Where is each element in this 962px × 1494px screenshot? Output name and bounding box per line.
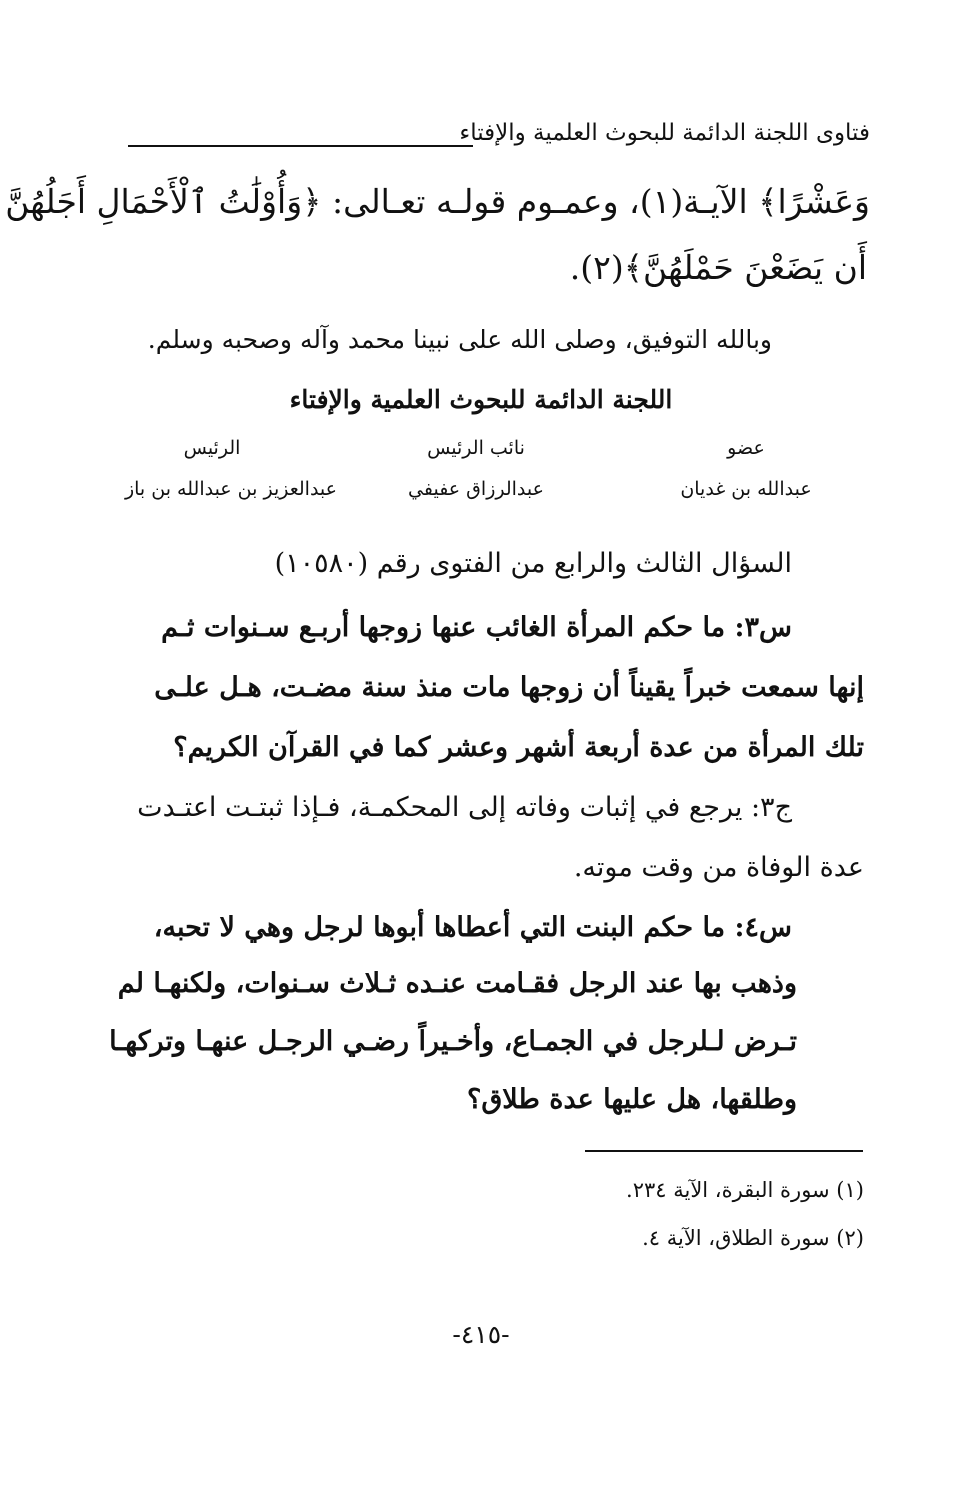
member-name-3: عبدالعزيز بن عبدالله بن باز (124, 478, 338, 500)
member-role-3: الرئيس (183, 437, 241, 459)
running-header-title: فتاوى اللجنة الدائمة للبحوث العلمية والإفتاء (459, 120, 870, 146)
page-number: -٤١٥- (452, 1320, 510, 1349)
fatwa-heading: السؤال الثالث والرابع من الفتوى رقم (١٠٥٨٠) (274, 548, 792, 579)
question-3-line-3: تلك المرأة من عدة أربعة أشهر وعشر كما في القرآن الكريم؟ (173, 732, 864, 763)
member-role-2: نائب الرئيس (427, 437, 525, 459)
header-rule (128, 145, 473, 147)
answer-3-line-2: عدة الوفاة من وقت موته. (573, 852, 864, 883)
footnote-2: (٢) سورة الطلاق، الآية ٤. (642, 1226, 864, 1250)
member-name-2: عبدالرزاق عفيفي (408, 478, 544, 500)
question-4-line-4: وطلقها، هل عليها عدة طلاق؟ (467, 1084, 797, 1115)
quran-passage-line-1: وَعَشْرًا﴾ الآيـة(١)، وعمـوم قولـه تعـالى: ﴿وَأُوْلَٰتُ ٱلْأَحْمَالِ أَجَلُهُنَّ (5, 182, 870, 221)
footnote-1: (١) سورة البقرة، الآية ٢٣٤. (626, 1178, 864, 1202)
member-role-1: عضو (727, 437, 765, 459)
question-3-line-2: إنها سمعت خبراً يقيناً أن زوجها مات منذ سنة مضـت، هـل علـى (154, 672, 864, 703)
quran-passage-line-2: أَن يَضَعْنَ حَمْلَهُنَّ﴾(٢). (569, 248, 867, 287)
question-4-line-1: س٤: ما حكم البنت التي أعطاها أبوها لرجل وهي لا تحبه، (153, 912, 792, 943)
footnote-rule (585, 1150, 863, 1152)
committee-title: اللجنة الدائمة للبحوث العلمية والإفتاء (289, 385, 673, 414)
question-4-line-2: وذهب بها عند الرجل فقـامت عنـده ثـلاث سـنوات، ولكنهـا لم (117, 968, 797, 999)
closing-prayer: وبالله التوفيق، وصلى الله على نبينا محمد وآله وصحبه وسلم. (147, 325, 772, 354)
member-name-1: عبدالله بن غديان (680, 478, 812, 500)
question-3-line-1: س٣: ما حكم المرأة الغائب عنها زوجها أربـع سـنوات ثـم (161, 612, 792, 643)
answer-3-line-1: ج٣: يرجع في إثبات وفاته إلى المحكمـة، فـإذا ثبتـت اعتـدت (137, 792, 792, 823)
question-4-line-3: تـرض لـلرجل في الجمـاع، وأخـيراً رضـي الرجـل عنهـا وتركهـا (109, 1026, 797, 1057)
